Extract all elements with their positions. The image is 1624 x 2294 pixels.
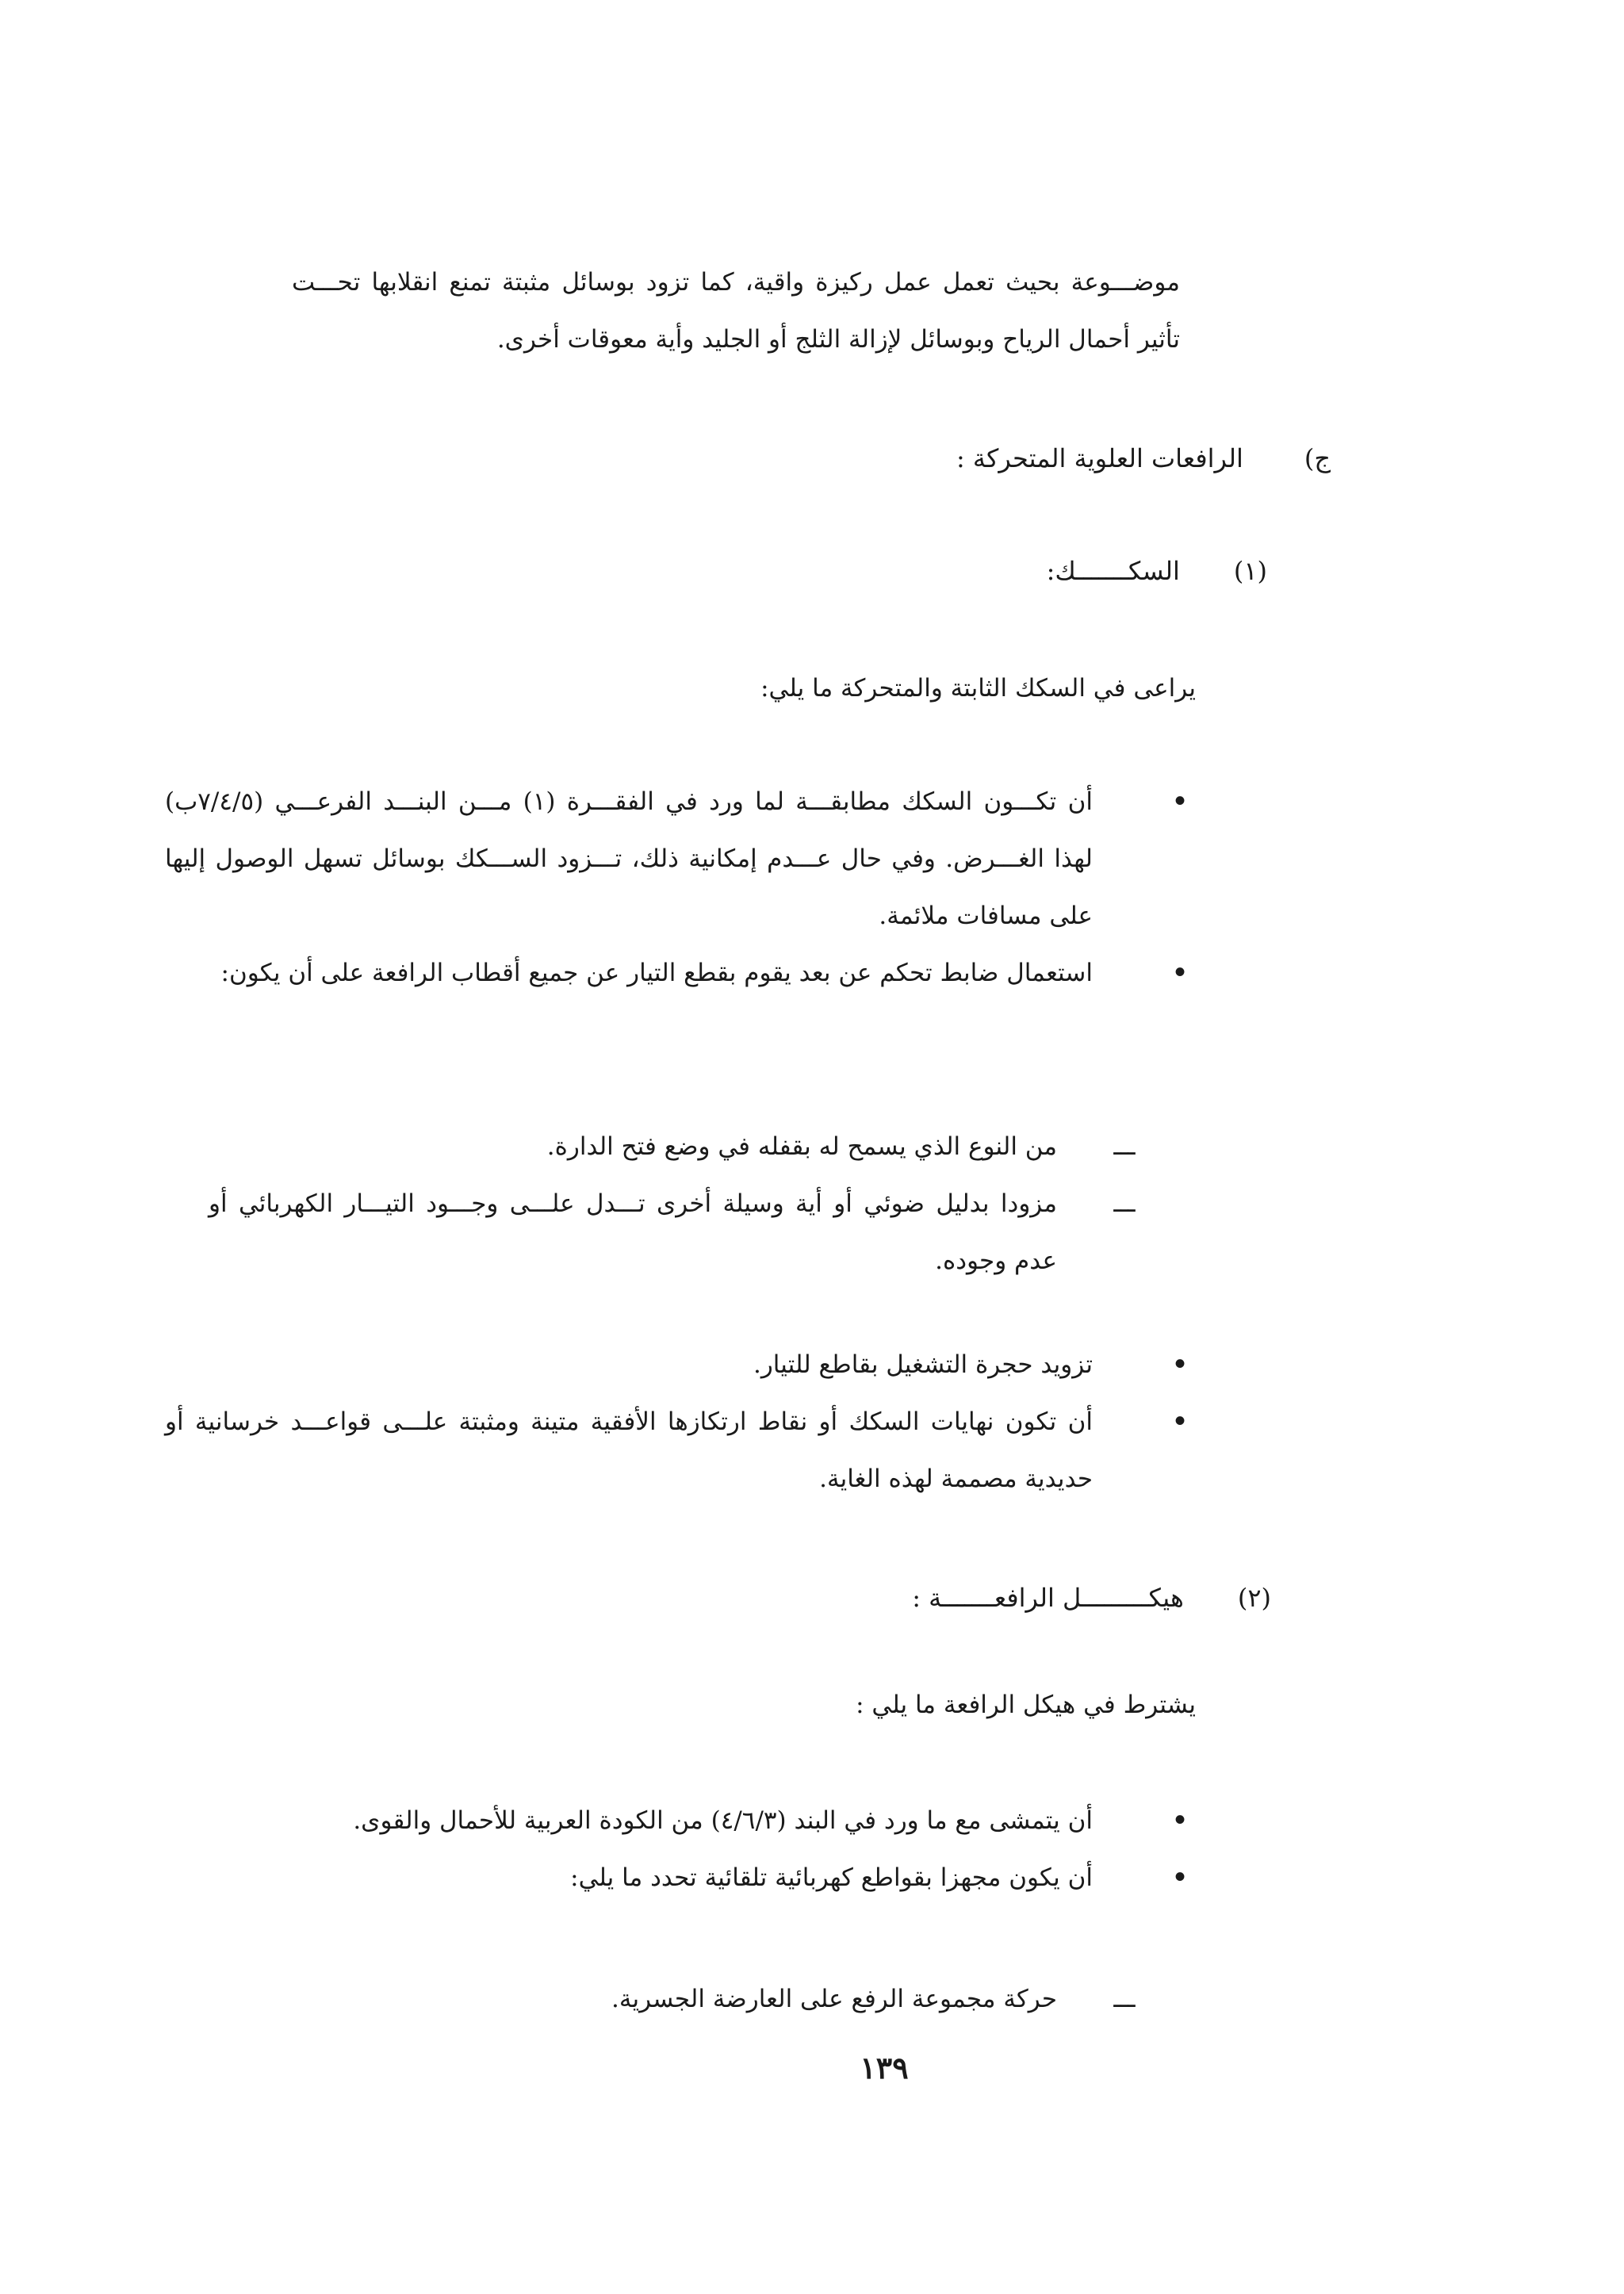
rails-bullet-list: [165, 773, 1196, 1001]
list-item: [165, 773, 1196, 944]
subsection-heading-1: [1047, 547, 1267, 595]
subsection-heading-2: [912, 1574, 1271, 1622]
controller-dash-list: [209, 1118, 1144, 1289]
structure-intro-paragraph: يشترط في هيكل الرافعة ما يلي :: [856, 1691, 1196, 1719]
list-item: [209, 1970, 1144, 2028]
list-item: [209, 1118, 1144, 1175]
section-marker: ج): [1304, 443, 1331, 473]
list-item-text: تزويد حجرة التشغيل بقاطع للتيار.: [753, 1350, 1093, 1379]
bullet-icon: •: [1172, 1863, 1188, 1892]
subsection-title: هيكـــــــــل الرافعـــــــة :: [912, 1583, 1184, 1613]
limit-switch-dash-list: [209, 1970, 1144, 2028]
section-title: الرافعات العلوية المتحركة :: [956, 443, 1243, 473]
bullet-icon: •: [1172, 1350, 1188, 1379]
dash-icon: ـــ: [1113, 1132, 1136, 1161]
list-item: [165, 1336, 1196, 1393]
list-item-text: أن يكون مجهزا بقواطع كهربائية تلقائية تحدد ما يلي:: [570, 1863, 1093, 1892]
rails-bullet-list-continued: [165, 1336, 1196, 1507]
dash-icon: ـــ: [1113, 1189, 1136, 1218]
list-item: [165, 1393, 1196, 1507]
subsection-marker: (١): [1233, 556, 1267, 586]
bullet-icon: •: [1172, 1806, 1188, 1835]
intro-paragraph: موضـــوعة بحيث تعمل عمل ركيزة واقية، كما تزود بوسائل مثبتة تمنع انقلابها تحـــت تأثير أحمال الرياح وبوسائل لإزالة الثلج أو الجليد وأية معوقات أخرى.: [292, 268, 1180, 354]
page-number: ١٣٩: [860, 2050, 909, 2085]
list-item-text: استعمال ضابط تحكم عن بعد يقوم بقطع التيار عن جميع أقطاب الرافعة على أن يكون:: [220, 959, 1093, 987]
subsection-title: السكـــــــك:: [1046, 556, 1180, 586]
list-item: [165, 944, 1196, 1001]
list-item-text: أن يتمشى مع ما ورد في البند (٤/٦/٣) من الكودة العربية للأحمال والقوى.: [353, 1806, 1093, 1835]
structure-bullet-list: [165, 1792, 1196, 1906]
dash-icon: ـــ: [1113, 1985, 1136, 2013]
list-item-text: من النوع الذي يسمح له بقفله في وضع فتح الدارة.: [546, 1132, 1057, 1161]
list-item: [165, 1792, 1196, 1849]
list-item: [209, 1175, 1144, 1289]
subsection-marker: (٢): [1237, 1583, 1271, 1613]
list-item-text: أن تكـــون السكك مطابقـــة لما ورد في الفقـــرة (١) مـــن البنـــد الفرعـــي (٧/٤/٥ب) لهذا الغـــرض. وفي حال عـــدم إمكانية ذلك، تـــزود الســـكك بوسائل تسهل الوصول إليها على مسافات ملائمة.: [165, 787, 1093, 930]
list-item: [165, 1849, 1196, 1906]
bullet-icon: •: [1172, 787, 1188, 816]
list-item-text: أن تكون نهايات السكك أو نقاط ارتكازها الأفقية متينة ومثبتة علـــى قواعـــد خرسانية أو حديدية مصممة لهذه الغاية.: [165, 1407, 1093, 1493]
bullet-icon: •: [1172, 1407, 1188, 1436]
list-item-text: حركة مجموعة الرفع على العارضة الجسرية.: [611, 1985, 1057, 2013]
bullet-icon: •: [1172, 959, 1188, 987]
list-item-text: مزودا بدليل ضوئي أو أية وسيلة أخرى تـــدل علـــى وجـــود التيـــار الكهربائي أو عدم وجوده.: [209, 1189, 1057, 1275]
rails-intro-paragraph: يراعى في السكك الثابتة والمتحركة ما يلي:: [760, 674, 1196, 703]
section-heading-j: [956, 435, 1331, 482]
